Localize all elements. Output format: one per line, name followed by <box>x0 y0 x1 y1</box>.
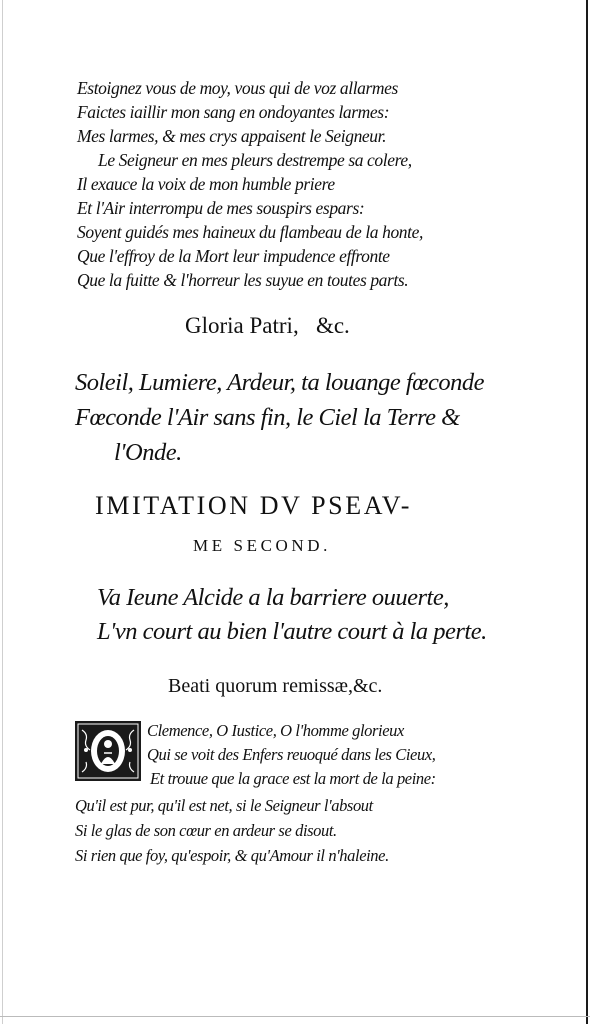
verse-line: Qu'il est pur, qu'il est net, si le Seigneur l'absout <box>75 796 373 815</box>
verse-line: Si le glas de son cœur en ardeur se disout. <box>75 821 337 840</box>
beati-heading: Beati quorum remissæ,&c. <box>168 675 383 697</box>
gloria-heading: Gloria Patri, &c. <box>185 313 350 338</box>
verse-line: Si rien que foy, qu'espoir, & qu'Amour il n'haleine. <box>75 846 389 865</box>
verse-line: Et l'Air interrompu de mes souspirs espars: <box>77 198 365 218</box>
psalm-subtitle: ME SECOND. <box>193 536 332 555</box>
drop-cap-ornament-icon <box>74 720 142 782</box>
verse-line: Que la fuitte & l'horreur les suyue en toutes parts. <box>77 270 409 290</box>
verse-line: Et trouue que la grace est la mort de la peine: <box>150 769 436 788</box>
verse-line: Mes larmes, & mes crys appaisent le Seigneur. <box>77 126 387 146</box>
page-left-edge <box>2 0 3 1024</box>
argument-line: L'vn court au bien l'autre court à la perte. <box>97 618 487 645</box>
psalm-title: IMITATION DV PSEAV- <box>95 491 412 520</box>
ornamented-drop-cap <box>74 720 142 782</box>
doxology-line: l'Onde. <box>114 439 182 466</box>
doxology-line: Soleil, Lumiere, Ardeur, ta louange fœconde <box>75 369 485 396</box>
verse-line: Qui se voit des Enfers reuoqué dans les Cieux, <box>147 745 436 764</box>
doxology-line: Fœconde l'Air sans fin, le Ciel la Terre & <box>75 404 460 431</box>
verse-line: Le Seigneur en mes pleurs destrempe sa colere, <box>98 150 412 170</box>
argument-line: Va Ieune Alcide a la barriere ouuerte, <box>97 584 449 611</box>
verse-line: Faictes iaillir mon sang en ondoyantes larmes: <box>77 102 390 122</box>
verse-line: Soyent guidés mes haineux du flambeau de la honte, <box>77 222 423 242</box>
page-right-edge <box>586 0 588 1024</box>
page-bottom-edge <box>0 1016 590 1017</box>
verse-line: Que l'effroy de la Mort leur impudence effronte <box>77 246 390 266</box>
verse-line: Estoignez vous de moy, vous qui de voz allarmes <box>77 78 398 98</box>
verse-line: Clemence, O Iustice, O l'homme glorieux <box>147 721 404 740</box>
verse-line: Il exauce la voix de mon humble priere <box>77 174 335 194</box>
